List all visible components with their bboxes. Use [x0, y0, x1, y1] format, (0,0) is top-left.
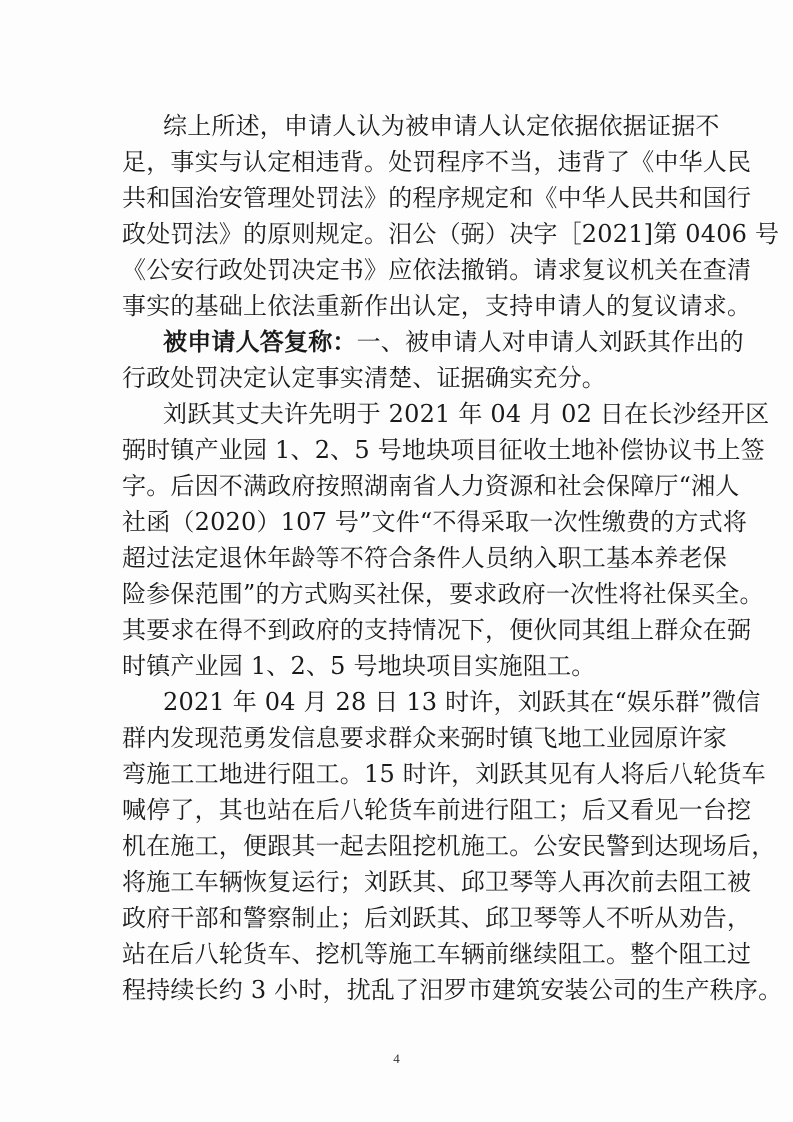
- paragraph-line: 险参保范围”的方式购买社保，要求政府一次性将社保买全。: [122, 580, 764, 608]
- paragraph-line: 喊停了，其也站在后八轮货车前进行阻工；后又看见一台挖: [122, 796, 752, 824]
- paragraph-line: 《公安行政处罚决定书》应依法撤销。请求复议机关在查清: [122, 256, 752, 284]
- paragraph-line: 将施工车辆恢复运行；刘跃其、邱卫琴等人再次前去阻工被: [122, 868, 752, 896]
- paragraph-line: 程持续长约 3 小时，扰乱了汨罗市建筑安装公司的生产秩序。: [122, 976, 783, 1004]
- paragraph-line: 时镇产业园 1、2、5 号地块项目实施阻工。: [122, 652, 596, 680]
- paragraph-line: 弼时镇产业园 1、2、5 号地块项目征收土地补偿协议书上签: [122, 436, 765, 464]
- respondent-heading: 被申请人答复称：: [163, 327, 357, 356]
- paragraph-line: 机在施工，便跟其一起去阻挖机施工。公安民警到达现场后，: [122, 832, 776, 860]
- paragraph-line: 弯施工工地进行阻工。15 时许，刘跃其见有人将后八轮货车: [122, 760, 766, 788]
- paragraph-line: 群内发现范勇发信息要求群众来弼时镇飞地工业园原许家: [122, 724, 727, 752]
- paragraph-line: 刘跃其丈夫许先明于 2021 年 04 月 02 日在长沙经开区: [163, 400, 770, 428]
- paragraph-line: 政处罚法》的原则规定。汨公（弼）决字［2021]第 0406 号: [122, 220, 780, 248]
- paragraph-line: 站在后八轮货车、挖机等施工车辆前继续阻工。整个阻工过: [122, 940, 752, 968]
- paragraph-line: 共和国治安管理处罚法》的程序规定和《中华人民共和国行: [122, 184, 752, 212]
- paragraph-line: 超过法定退休年龄等不符合条件人员纳入职工基本养老保: [122, 544, 727, 572]
- paragraph-line: 足，事实与认定相违背。处罚程序不当，违背了《中华人民: [122, 148, 752, 176]
- paragraph-line: 事实的基础上依法重新作出认定，支持申请人的复议请求。: [122, 292, 752, 320]
- paragraph-line: 综上所述，申请人认为被申请人认定依据依据证据不: [163, 112, 720, 140]
- paragraph-line: [163, 327, 744, 357]
- page-number: 4: [393, 1051, 400, 1066]
- paragraph-text: 一、被申请人对申请人刘跃其作出的: [356, 328, 744, 356]
- paragraph-line: 政府干部和警察制止；后刘跃其、邱卫琴等人不听从劝告，: [122, 904, 752, 932]
- paragraph-line: 2021 年 04 月 28 日 13 时许，刘跃其在“娱乐群”微信: [163, 688, 761, 716]
- paragraph-line: 其要求在得不到政府的支持情况下，便伙同其组上群众在弼: [122, 616, 752, 644]
- paragraph-line: 行政处罚决定认定事实清楚、证据确实充分。: [122, 364, 606, 392]
- paragraph-line: 字。后因不满政府按照湖南省人力资源和社会保障厅“湘人: [122, 472, 740, 500]
- paragraph-line: 社函（2020）107 号”文件“不得采取一次性缴费的方式将: [122, 508, 748, 536]
